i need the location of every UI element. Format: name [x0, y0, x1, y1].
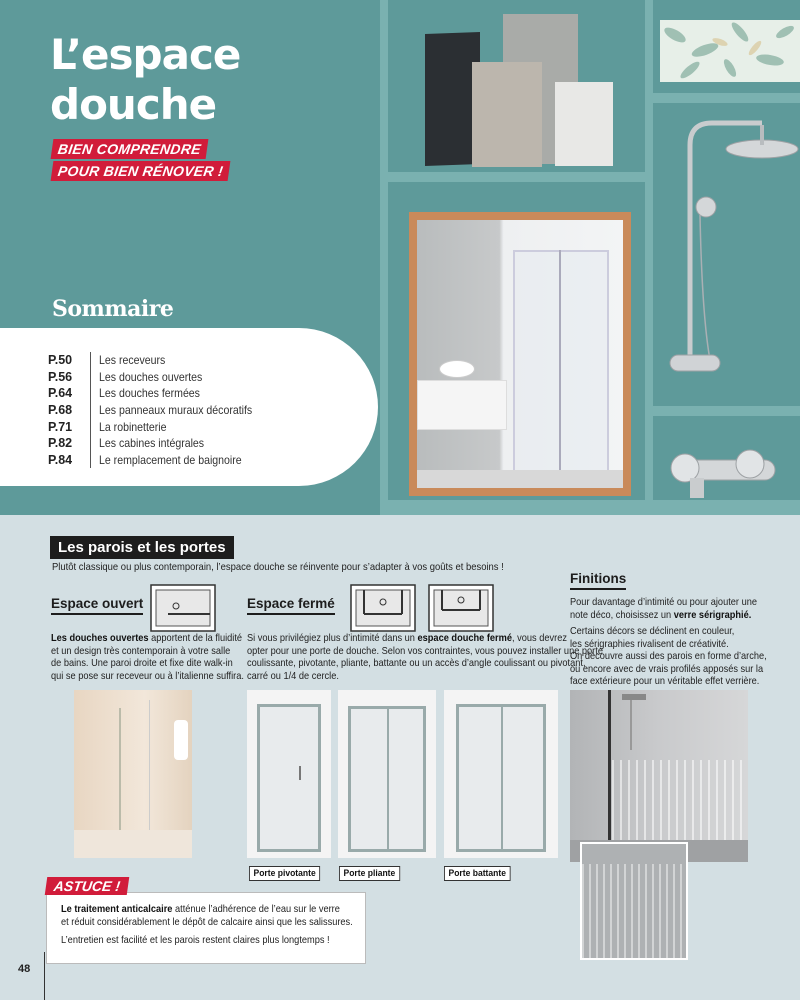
espace-ferme-heading: Espace fermé	[247, 596, 335, 615]
walk-in-shower-photo	[74, 690, 192, 858]
page-rule	[44, 952, 45, 1000]
espace-ouvert-text: Les douches ouvertes apportent de la fluidité et un design très contemporain à votre salle de bains. Une paroi droite et fixe dite walk-in qui se pose sur receveur ou à l’italienne suffira.	[51, 632, 244, 682]
shelf-divider	[380, 0, 388, 515]
toc-item[interactable]: P.82 Les cabines intégrales	[48, 436, 205, 451]
open-shower-diagram-icon	[150, 584, 216, 632]
caption-porte-pivotante: Porte pivotante	[249, 866, 320, 881]
subtitle-line: BIEN COMPRENDRE	[51, 139, 209, 159]
astuce-tag: ASTUCE !	[45, 877, 130, 895]
espace-ferme-text: Si vous privilégiez plus d’intimité dans un espace douche fermé, vous devrez opter pour une porte de douche. Selon vos contraintes, vous pouvez installer une porte coulissante, pivotante, pliante, battante ou un accès d’angle coulissant ou pivotant, carré ou 1/4 de cercle.	[247, 632, 603, 682]
finitions-heading: Finitions	[570, 571, 626, 590]
toc-item[interactable]: P.64 Les douches fermées	[48, 386, 200, 401]
bathroom-photo-frame	[409, 212, 631, 496]
thermostatic-mixer-icon	[660, 440, 790, 500]
porte-pliante-photo	[338, 690, 436, 858]
shelf-board	[380, 172, 650, 182]
porte-pivotante-photo	[247, 690, 331, 858]
section-title: Les parois et les portes	[50, 536, 234, 559]
shelf-board	[650, 93, 800, 103]
subtitle-line: POUR BIEN RÉNOVER !	[51, 161, 231, 181]
sommaire-title: Sommaire	[52, 296, 174, 322]
page-number: 48	[18, 963, 31, 975]
serigraphie-detail-photo	[580, 842, 688, 960]
receveur-white-panel	[555, 82, 613, 166]
shower-column-icon	[650, 115, 800, 405]
receveur-beige-panel	[472, 62, 542, 167]
shelf-board	[650, 406, 800, 416]
finitions-text: Pour davantage d’intimité ou pour ajouter une note déco, choisissez un verre sérigraphié. Certains décors se déclinent en couleur, les sérigraphies rivalisent de créativité. On découvre aussi des parois en forme d’arche, ou encore avec de vrais profilés apposés sur la face extérieure pour un véritable effet verrière.	[570, 596, 767, 687]
table-of-contents	[48, 352, 273, 468]
toc-item[interactable]: P.56 Les douches ouvertes	[48, 369, 203, 384]
toc-item[interactable]: P.50 Les receveurs	[48, 353, 166, 368]
section-intro: Plutôt classique ou plus contemporain, l’espace douche se réinvente pour s’adapter à vos goûts et besoins !	[52, 561, 504, 573]
toc-item[interactable]: P.84 Le remplacement de baignoire	[48, 452, 242, 467]
astuce-box	[46, 892, 366, 964]
toc-item[interactable]: P.71 La robinetterie	[48, 419, 167, 434]
caption-porte-battante: Porte battante	[444, 866, 510, 881]
serigraphie-shower-photo	[570, 690, 748, 862]
page-title: L’espace douche	[50, 30, 241, 129]
closed-shower-diagram-icon	[350, 584, 416, 632]
toc-item[interactable]: P.68 Les panneaux muraux décoratifs	[48, 403, 253, 418]
shelf-board	[380, 500, 800, 515]
leaf-tile	[660, 20, 800, 82]
caption-porte-pliante: Porte pliante	[339, 866, 400, 881]
astuce-text: Le traitement anticalcaire atténue l’adhérence de l’eau sur le verre et réduit considérablement le dépôt de calcaire ainsi que les salissures. L’entretien est facilité et les parois restent claires plus longtemps !	[61, 903, 353, 946]
page-subtitle	[52, 139, 229, 183]
corner-shower-diagram-icon	[428, 584, 494, 632]
espace-ouvert-heading: Espace ouvert	[51, 596, 143, 615]
bathroom-photo	[417, 220, 623, 488]
porte-battante-photo	[444, 690, 558, 858]
leaf-pattern-icon	[660, 20, 800, 82]
